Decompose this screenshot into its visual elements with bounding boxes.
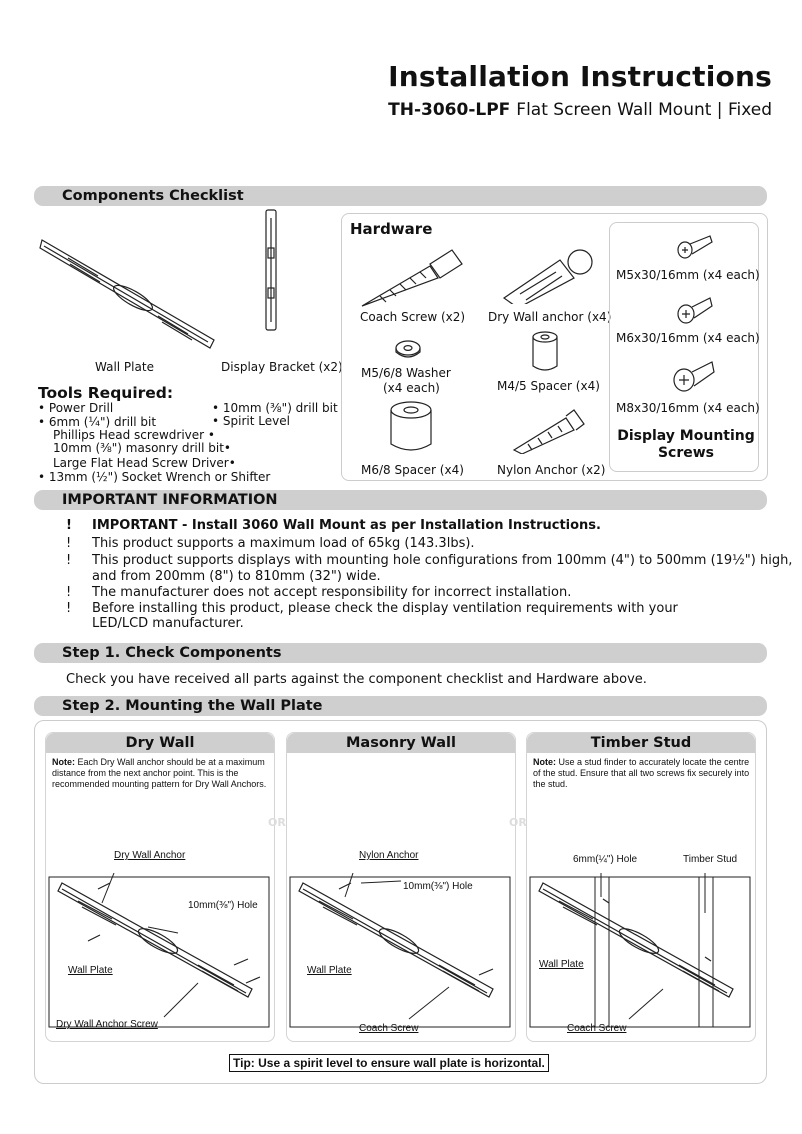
dry-wall-diagram xyxy=(48,873,272,1033)
washer-label: M5/6/8 Washer xyxy=(361,366,451,380)
or-separator: OR xyxy=(509,816,527,829)
spacer-45-icon xyxy=(528,330,562,374)
dry-wall-anchor-icon xyxy=(500,242,600,304)
wall-plate-illustration xyxy=(38,230,218,360)
m6-screw-icon xyxy=(676,292,714,326)
washer-label-2: (x4 each) xyxy=(383,381,440,395)
timber-hole-label: 6mm(¼") Hole xyxy=(573,854,638,865)
important-line-cont: LED/LCD manufacturer. xyxy=(92,616,244,631)
nylon-anchor-icon xyxy=(510,406,590,454)
warning-mark: ! xyxy=(66,601,72,616)
important-line: ! Before installing this product, please check the display ventilation requirements with your xyxy=(66,601,678,616)
dry-hole-label: 10mm(⅜") Hole xyxy=(188,900,258,911)
timber-screw-label: Coach Screw xyxy=(567,1023,627,1034)
spacer-68-icon xyxy=(386,400,436,456)
page-subtitle xyxy=(388,100,772,120)
display-screws-heading-2: Screws xyxy=(657,445,715,461)
dry-wall-note: Note: Each Dry Wall anchor should be at a maximum distance from the next anchor point. This is the recommended mounting pattern for Dry Wall Anchors. xyxy=(52,757,267,789)
dry-wall-title: Dry Wall xyxy=(46,733,274,753)
wall-plate-label: Wall Plate xyxy=(95,360,154,374)
tool-item: • 13mm (½") Socket Wrench or Shifter xyxy=(38,470,271,484)
section-components: Components Checklist xyxy=(34,186,767,206)
page-title: Installation Instructions xyxy=(388,60,772,93)
model-number: TH-3060-LPF xyxy=(388,100,511,120)
important-line: ! This product supports displays with mounting hole configurations from 100mm (4") to 500mm (19½") high, xyxy=(66,553,793,568)
dry-wall-panel xyxy=(45,732,275,1042)
dry-screw-label: Dry Wall Anchor Screw xyxy=(56,1019,158,1030)
m5-screw-icon xyxy=(676,230,714,260)
hardware-heading: Hardware xyxy=(350,220,433,238)
tool-item: • 6mm (¼") drill bit xyxy=(38,415,157,429)
coach-screw-icon xyxy=(360,240,470,310)
washer-icon xyxy=(393,338,423,362)
timber-stud-note: Note: Use a stud finder to accurately locate the centre of the stud. Ensure that all two screws fix securely into the stud. xyxy=(533,757,750,789)
warning-mark: ! xyxy=(66,585,72,600)
tools-heading: Tools Required: xyxy=(38,384,174,402)
tip-box: Tip: Use a spirit level to ensure wall plate is horizontal. xyxy=(229,1054,549,1072)
tool-item: • Power Drill xyxy=(38,401,114,415)
masonry-hole-label: 10mm(⅜") Hole xyxy=(403,881,473,892)
important-line: ! IMPORTANT - Install 3060 Wall Mount as per Installation Instructions. xyxy=(66,518,601,533)
display-screws-heading-1: Display Mounting xyxy=(617,428,755,444)
tool-item: 10mm (⅜") masonry drill bit• xyxy=(53,441,231,455)
timber-stud-diagram xyxy=(529,873,753,1033)
masonry-anchor-label: Nylon Anchor xyxy=(359,850,419,861)
nylon-anchor-label: Nylon Anchor (x2) xyxy=(497,463,606,477)
dry-anchor-label: Dry Wall Anchor xyxy=(114,850,186,861)
tool-item: Large Flat Head Screw Driver• xyxy=(53,456,236,470)
section-step2: Step 2. Mounting the Wall Plate xyxy=(34,696,767,716)
display-bracket-illustration xyxy=(260,208,284,334)
m8-screw-icon xyxy=(672,356,716,394)
important-line: ! This product supports a maximum load of 65kg (143.3lbs). xyxy=(66,536,475,551)
m8-label: M8x30/16mm (x4 each) xyxy=(616,401,760,415)
warning-mark: ! xyxy=(66,518,72,533)
m6-label: M6x30/16mm (x4 each) xyxy=(616,331,760,345)
masonry-wall-title: Masonry Wall xyxy=(287,733,515,753)
timber-stud-panel xyxy=(526,732,756,1042)
or-separator: OR xyxy=(268,816,286,829)
spacer-68-label: M6/8 Spacer (x4) xyxy=(361,463,464,477)
important-line: ! The manufacturer does not accept responsibility for incorrect installation. xyxy=(66,585,572,600)
masonry-wall-panel xyxy=(286,732,516,1042)
masonry-wall-diagram xyxy=(289,873,513,1033)
spacer-45-label: M4/5 Spacer (x4) xyxy=(497,379,600,393)
tool-item: • Spirit Level xyxy=(212,414,290,428)
display-screws-heading xyxy=(612,428,760,462)
product-name: Flat Screen Wall Mount | Fixed xyxy=(516,100,772,120)
warning-mark: ! xyxy=(66,553,72,568)
section-important: IMPORTANT INFORMATION xyxy=(34,490,767,510)
timber-stud-label: Timber Stud xyxy=(683,854,738,865)
display-bracket-label: Display Bracket (x2) xyxy=(221,360,343,374)
dry-plate-label: Wall Plate xyxy=(68,965,113,976)
masonry-plate-label: Wall Plate xyxy=(307,965,352,976)
warning-mark: ! xyxy=(66,536,72,551)
important-line-cont: and from 200mm (8") to 810mm (32") wide. xyxy=(92,569,381,584)
tool-item: • 10mm (⅜") drill bit xyxy=(212,401,338,415)
timber-plate-label: Wall Plate xyxy=(539,959,584,970)
section-step1: Step 1. Check Components xyxy=(34,643,767,663)
m5-label: M5x30/16mm (x4 each) xyxy=(616,268,760,282)
tool-item: Phillips Head screwdriver • xyxy=(53,428,215,442)
step1-text: Check you have received all parts against the component checklist and Hardware above. xyxy=(66,672,647,687)
masonry-screw-label: Coach Screw xyxy=(359,1023,419,1034)
coach-screw-label: Coach Screw (x2) xyxy=(360,310,466,324)
dry-wall-anchor-label: Dry Wall anchor (x4) xyxy=(488,310,612,324)
timber-stud-title: Timber Stud xyxy=(527,733,755,753)
